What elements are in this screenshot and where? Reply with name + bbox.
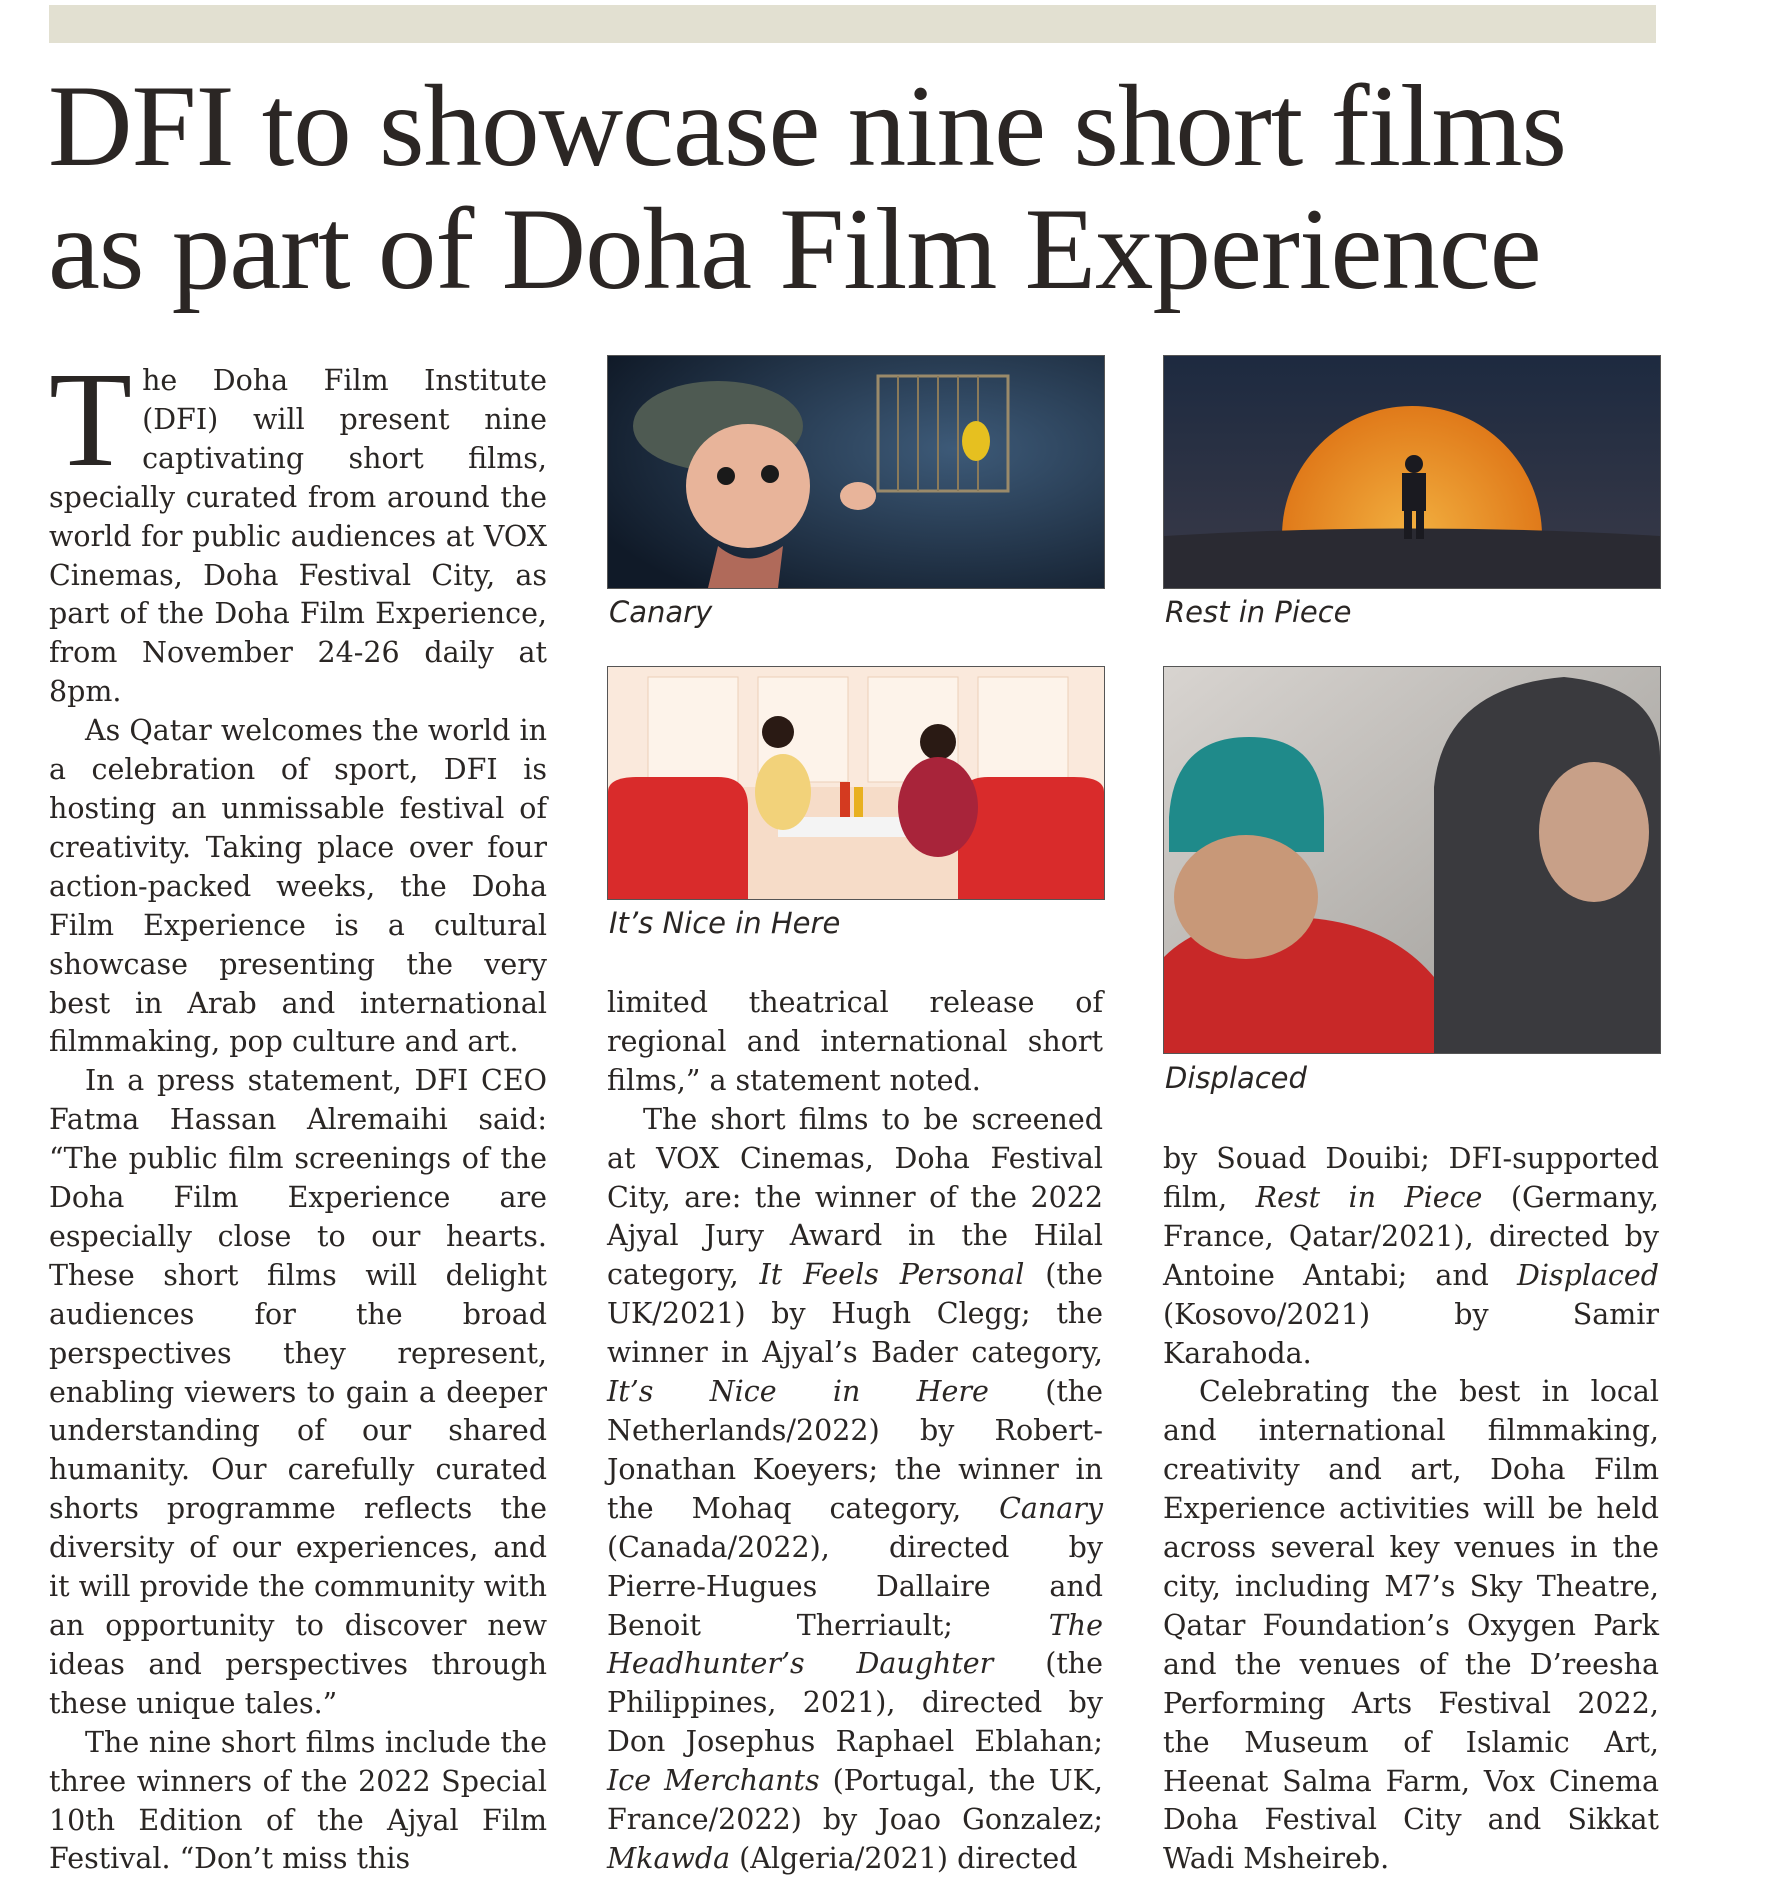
image-caption: Canary [609,595,713,629]
article-paragraph: The nine short films include the three winners of the 2022 Special 10th Edition of the Ajyal Film Festival. “Don’t miss this [49,1725,547,1876]
article-column-3 [1163,1140,1659,1879]
rest-in-piece-still-image [1163,355,1661,589]
article-column-2 [607,984,1103,1879]
article-paragraph: The Doha Film Institute (DFI) will present nine captivating short films, specially curated from around the world for public audiences at VOX Cinemas, Doha Festival City, as part of the Doha Film Experience, from November 24-26 daily at 8pm. [49,345,547,709]
article-paragraph: In a press statement, DFI CEO Fatma Hassan Alremaihi said: “The public film screenings of the Doha Film Experience are especially close to our hearts. These short films will delight audiences for the broad perspectives they represent, enabling viewers to gain a deeper understanding of our shared humanity. Our carefully curated shorts programme reflects the diversity of our experiences, and it will provide the community with an opportunity to discover new ideas and perspectives through these unique tales.” [49,1064,547,1720]
image-caption: Displaced [1165,1061,1307,1095]
image-caption: It’s Nice in Here [609,906,841,940]
article-paragraph: by Souad Douibi; DFI-supported film, Rest in Piece (Germany, France, Qatar/2021), directed by Antoine Antabi; and Displaced (Kosovo/2021) by Samir Karahoda. [1163,1142,1659,1370]
header-rule [49,5,1656,43]
nice-in-here-still-image [607,666,1105,900]
article-paragraph: The short films to be screened at VOX Cinemas, Doha Festival City, are: the winner of the 2022 Ajyal Jury Award in the Hilal category, It Feels Personal (the UK/2021) by Hugh Clegg; the winner in Ajyal’s Bader category, It’s Nice in Here (the Netherlands/2022) by Robert-Jonathan Koeyers; the winner in the Mohaq category, Canary (Canada/2022), directed by Pierre-Hugues Dallaire and Benoit Therriault; The Headhunter’s Daughter (the Philippines, 2021), directed by Don Josephus Raphael Eblahan; Ice Merchants (Portugal, the UK, France/2022) by Joao Gonzalez; Mkawda (Algeria/2021) directed [607,1102,1103,1875]
article-headline: DFI to showcase nine short films as part of Doha Film Experience [48,62,1567,314]
article-paragraph: limited theatrical release of regional and international short films,” a statement noted. [607,986,1103,1097]
image-caption: Rest in Piece [1165,595,1352,629]
displaced-still-image [1163,666,1661,1054]
canary-still-image [607,355,1105,589]
drop-cap: T [49,345,133,495]
article-paragraph: As Qatar welcomes the world in a celebration of sport, DFI is hosting an unmissable festival of creativity. Taking place over four action-packed weeks, the Doha Film Experience is a cultural showcase presenting the very best in Arab and international filmmaking, pop culture and art. [49,714,547,1059]
article-paragraph: Celebrating the best in local and international filmmaking, creativity and art, Doha Film Experience activities will be held across several key venues in the city, including M7’s Sky Theatre, Qatar Foundation’s Oxygen Park and the venues of the D’reesha Performing Arts Festival 2022, the Museum of Islamic Art, Heenat Salma Farm, Vox Cinema Doha Festival City and Sikkat Wadi Msheireb. [1163,1375,1659,1876]
article-column-1 [49,345,547,1879]
